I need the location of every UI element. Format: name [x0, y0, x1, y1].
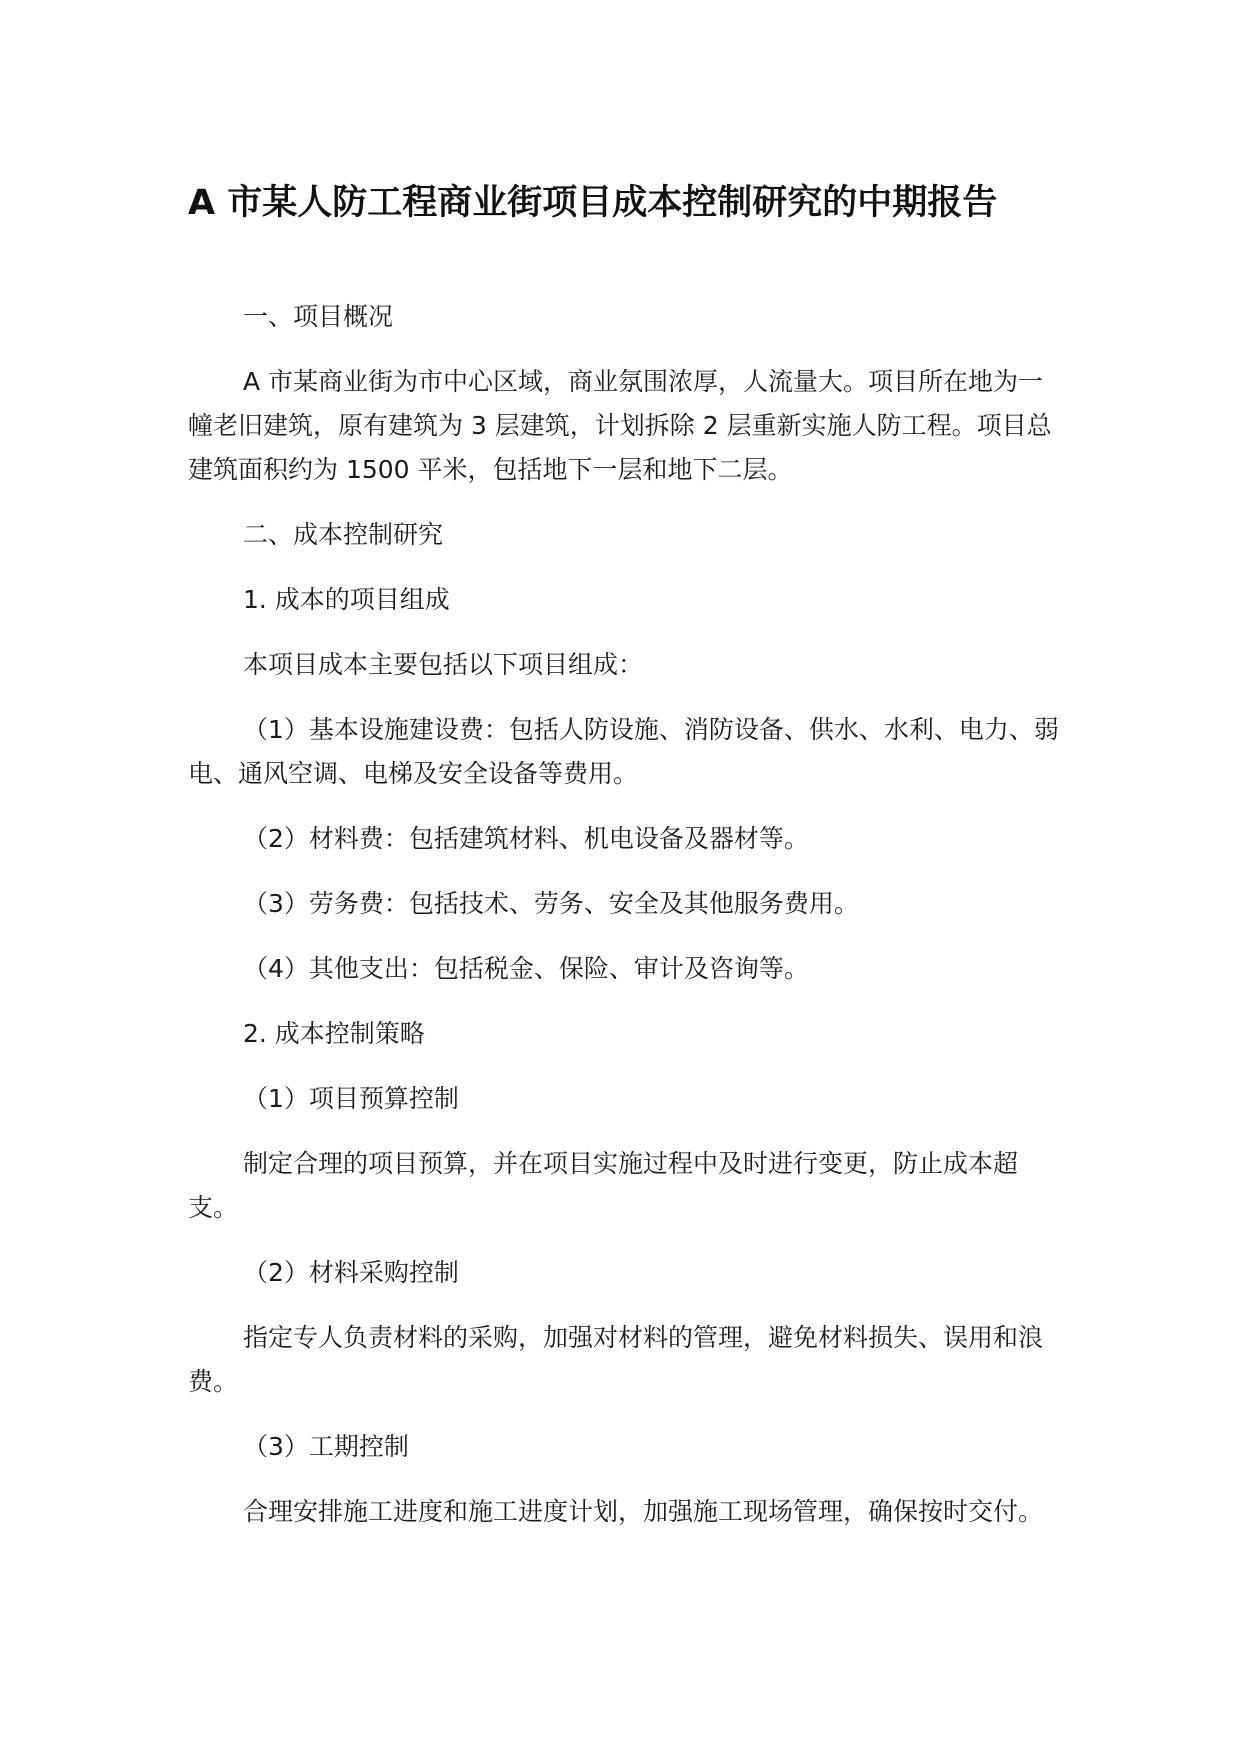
strategy-procurement-paragraph: 指定专人负责材料的采购，加强对材料的管理，避免材料损失、误用和浪费。 — [188, 1323, 1044, 1396]
strategy-heading-schedule: （3）工期控制 — [243, 1432, 409, 1461]
strategy-heading-budget: （1）项目预算控制 — [243, 1084, 459, 1113]
section-heading-cost-control: 二、成本控制研究 — [243, 520, 444, 549]
document-body — [188, 295, 1063, 1555]
cost-composition-intro: 本项目成本主要包括以下项目组成： — [243, 650, 644, 679]
list-item-infrastructure-cost: （1）基本设施建设费：包括人防设施、消防设备、供水、水利、电力、弱电、通风空调、电梯及安全设备等费用。 — [188, 715, 1059, 788]
strategy-schedule-paragraph: 合理安排施工进度和施工进度计划，加强施工现场管理，确保按时交付。 — [243, 1497, 1044, 1526]
subheading-cost-composition: 1. 成本的项目组成 — [243, 585, 450, 614]
strategy-heading-procurement: （2）材料采购控制 — [243, 1258, 459, 1287]
subheading-cost-strategy: 2. 成本控制策略 — [243, 1019, 425, 1048]
overview-paragraph: A 市某商业街为市中心区域，商业氛围浓厚，人流量大。项目所在地为一幢老旧建筑，原有建筑为 3 层建筑，计划拆除 2 层重新实施人防工程。项目总建筑面积约为 1500 平米，包括地下一层和地下二层。 — [188, 367, 1052, 484]
strategy-budget-paragraph: 制定合理的项目预算，并在项目实施过程中及时进行变更，防止成本超支。 — [188, 1149, 1019, 1222]
list-item-material-cost: （2）材料费：包括建筑材料、机电设备及器材等。 — [243, 824, 809, 853]
list-item-labor-cost: （3）劳务费：包括技术、劳务、安全及其他服务费用。 — [243, 889, 859, 918]
document-title: A 市某人防工程商业街项目成本控制研究的中期报告 — [188, 183, 998, 223]
list-item-other-expenses: （4）其他支出：包括税金、保险、审计及咨询等。 — [243, 954, 809, 983]
section-heading-overview: 一、项目概况 — [243, 302, 394, 331]
